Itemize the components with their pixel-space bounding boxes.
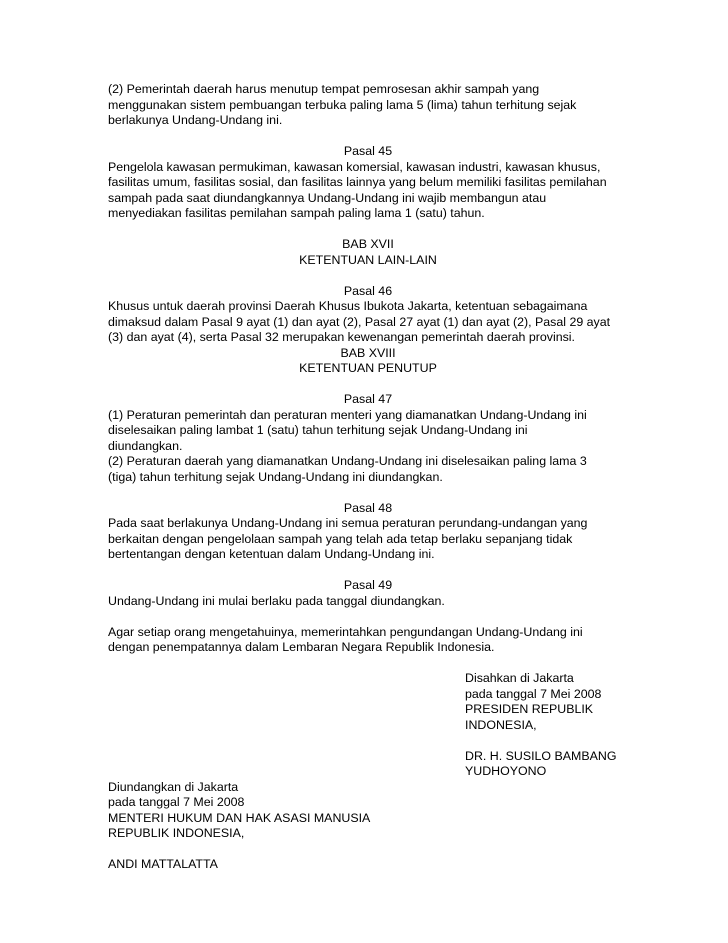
bab-17-number: BAB XVII: [342, 237, 394, 251]
pasal-47-item-2-line-1: (2) Peraturan daerah yang diamanatkan Undang-Undang ini diselesaikan paling lama 3: [108, 454, 587, 468]
minister-name: ANDI MATTALATTA: [108, 857, 218, 871]
pasal-47-item-1-line-1: (1) Peraturan pemerintah dan peraturan menteri yang diamanatkan Undang-Undang ini: [108, 407, 587, 422]
pasal-46-heading: Pasal 46: [343, 283, 393, 298]
president-sign-date: pada tanggal 7 Mei 2008: [465, 686, 602, 701]
president-name-line-2: YUDHOYONO: [465, 764, 547, 778]
document-page: [108, 82, 628, 873]
pasal-46-body: [108, 299, 628, 346]
pasal-49-body: Undang-Undang ini mulai berlaku pada tanggal diundangkan.: [108, 593, 445, 608]
pasal-45-line-2: fasilitas umum, fasilitas sosial, dan fasilitas lainnya yang belum memiliki fasilitas pemilahan: [108, 175, 607, 189]
president-title-line-1: PRESIDEN REPUBLIK: [465, 702, 594, 716]
pasal-47-item-2: [108, 454, 628, 485]
pasal-45-line-1: Pengelola kawasan permukiman, kawasan komersial, kawasan industri, kawasan khusus,: [108, 159, 601, 174]
minister-sign-date: pada tanggal 7 Mei 2008: [108, 795, 245, 809]
closing-line-1: Agar setiap orang mengetahuinya, memerintahkan pengundangan Undang-Undang ini: [108, 624, 583, 639]
pasal-47-heading: Pasal 47: [343, 392, 393, 406]
pasal-44-item-2-line-3: berlakunya Undang-Undang ini.: [108, 113, 283, 127]
bab-18-number: BAB XVIII: [340, 345, 396, 360]
pasal-48-line-2: berkaitan dengan pengelolaan sampah yang telah ada tetap berlaku sepanjang tidak: [108, 531, 573, 546]
pasal-48-line-3: bertentangan dengan ketentuan dalam Undang-Undang ini.: [108, 547, 435, 561]
president-name-line-1: DR. H. SUSILO BAMBANG: [465, 748, 617, 763]
pasal-48-line-1: Pada saat berlakunya Undang-Undang ini semua peraturan perundang-undangan yang: [108, 516, 588, 530]
pasal-47-item-2-line-2: (tiga) tahun terhitung sejak Undang-Undang ini diundangkan.: [108, 469, 443, 484]
pasal-46-line-1: Khusus untuk daerah provinsi Daerah Khusus Ibukota Jakarta, ketentuan sebagaimana: [108, 299, 588, 313]
bab-18-title: KETENTUAN PENUTUP: [299, 361, 437, 375]
pasal-47-item-1-line-3: diundangkan.: [108, 438, 183, 453]
pasal-47-item-1-line-2: diselesaikan paling lambat 1 (satu) tahun terhitung sejak Undang-Undang ini: [108, 423, 528, 437]
pasal-46-line-2: dimaksud dalam Pasal 9 ayat (1) dan ayat (2), Pasal 27 ayat (1) dan ayat (2), Pasal 29 ayat: [108, 314, 611, 329]
pasal-44-item-2-line-2: menggunakan sistem pembuangan terbuka paling lama 5 (lima) tahun terhitung sejak: [108, 97, 577, 112]
pasal-45-heading: Pasal 45: [343, 144, 393, 158]
pasal-45-body: [108, 160, 628, 222]
pasal-48-body: [108, 516, 628, 563]
president-sign-place: Disahkan di Jakarta: [465, 671, 574, 685]
pasal-44-item-2-line-1: (2) Pemerintah daerah harus menutup tempat pemrosesan akhir sampah yang: [108, 82, 540, 96]
pasal-46-line-3: (3) dan ayat (4), serta Pasal 32 merupakan kewenangan pemerintah daerah provinsi.: [108, 330, 575, 344]
minister-title-line-1: MENTERI HUKUM DAN HAK ASASI MANUSIA: [108, 810, 371, 825]
pasal-45-line-3: sampah pada saat diundangkannya Undang-Undang ini wajib membangun atau: [108, 190, 547, 205]
closing-paragraph: [108, 625, 628, 656]
president-title-line-2: INDONESIA,: [465, 717, 537, 732]
minister-sign-place: Diundangkan di Jakarta: [108, 779, 239, 794]
closing-line-2: dengan penempatannya dalam Lembaran Negara Republik Indonesia.: [108, 640, 495, 654]
minister-signature-block: [108, 780, 628, 873]
pasal-45-line-4: menyediakan fasilitas pemilahan sampah paling lama 1 (satu) tahun.: [108, 206, 485, 220]
pasal-48-heading: Pasal 48: [343, 500, 393, 515]
president-signature-block: [465, 671, 628, 780]
pasal-49-heading: Pasal 49: [343, 578, 393, 592]
pasal-47-item-1: [108, 408, 628, 455]
bab-17-title: KETENTUAN LAIN-LAIN: [299, 252, 437, 267]
minister-title-line-2: REPUBLIK INDONESIA,: [108, 826, 245, 840]
pasal-44-item-2: [108, 82, 628, 129]
